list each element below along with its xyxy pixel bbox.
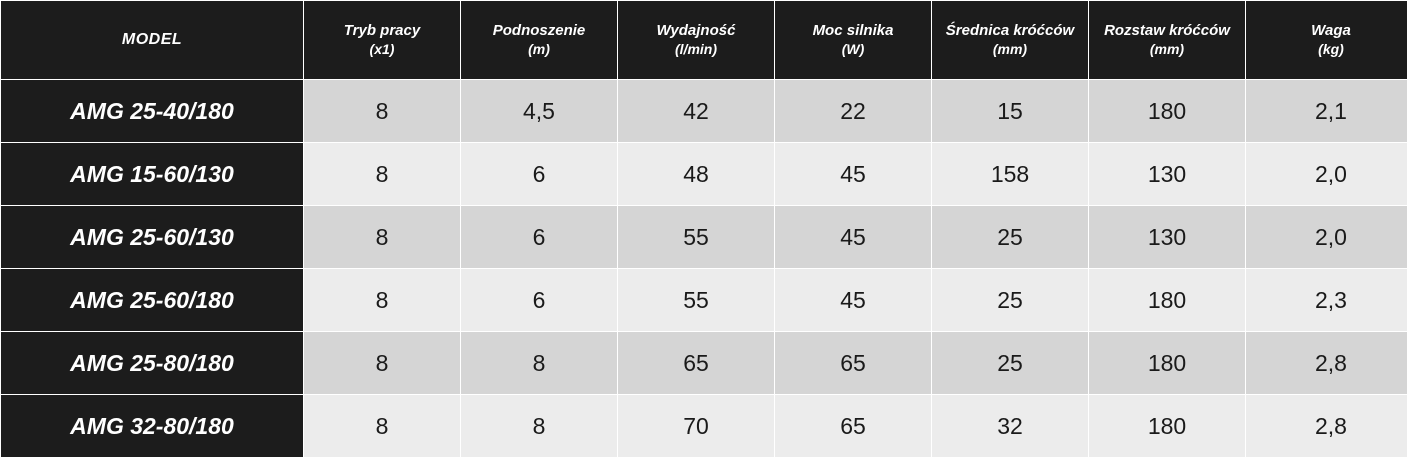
cell-wydajnosc: 48: [618, 143, 775, 206]
column-header-moc-silnika-unit: (W): [775, 41, 931, 59]
column-header-wydajnosc-label: Wydajność: [657, 22, 736, 39]
column-header-srednica-kroccow-label: Średnica króćców: [946, 22, 1074, 39]
column-header-model: [1, 1, 304, 80]
table-row: [1, 206, 1407, 269]
cell-srednica-kroccow: 158: [932, 143, 1089, 206]
row-model: AMG 25-60/180: [1, 269, 304, 332]
cell-srednica-kroccow: 25: [932, 269, 1089, 332]
column-header-tryb-pracy-label: Tryb pracy: [344, 22, 420, 39]
table-row: [1, 395, 1407, 458]
cell-wydajnosc: 55: [618, 206, 775, 269]
column-header-moc-silnika-label: Moc silnika: [813, 22, 894, 39]
column-header-waga-unit: (kg): [1246, 41, 1407, 59]
row-model: AMG 25-60/130: [1, 206, 304, 269]
table-header: [1, 1, 1407, 80]
row-model: AMG 25-80/180: [1, 332, 304, 395]
cell-tryb-pracy: 8: [304, 332, 461, 395]
cell-rozstaw-kroccow: 180: [1089, 332, 1246, 395]
cell-waga: 2,1: [1246, 80, 1407, 143]
cell-moc-silnika: 65: [775, 395, 932, 458]
table-row: [1, 80, 1407, 143]
cell-tryb-pracy: 8: [304, 395, 461, 458]
cell-wydajnosc: 65: [618, 332, 775, 395]
column-header-srednica-kroccow: [932, 1, 1089, 80]
cell-srednica-kroccow: 32: [932, 395, 1089, 458]
column-header-podnoszenie-unit: (m): [461, 41, 617, 59]
cell-moc-silnika: 45: [775, 206, 932, 269]
column-header-wydajnosc-unit: (l/min): [618, 41, 774, 59]
cell-tryb-pracy: 8: [304, 143, 461, 206]
column-header-waga-label: Waga: [1311, 22, 1351, 39]
cell-rozstaw-kroccow: 180: [1089, 395, 1246, 458]
cell-wydajnosc: 70: [618, 395, 775, 458]
cell-podnoszenie: 4,5: [461, 80, 618, 143]
column-header-tryb-pracy: [304, 1, 461, 80]
cell-rozstaw-kroccow: 130: [1089, 143, 1246, 206]
cell-rozstaw-kroccow: 130: [1089, 206, 1246, 269]
cell-wydajnosc: 42: [618, 80, 775, 143]
cell-waga: 2,8: [1246, 395, 1407, 458]
table-body: [1, 80, 1407, 458]
cell-podnoszenie: 8: [461, 395, 618, 458]
cell-tryb-pracy: 8: [304, 80, 461, 143]
cell-waga: 2,0: [1246, 206, 1407, 269]
cell-podnoszenie: 6: [461, 269, 618, 332]
cell-podnoszenie: 6: [461, 143, 618, 206]
table-row: [1, 332, 1407, 395]
column-header-model-label: MODEL: [122, 31, 182, 48]
cell-srednica-kroccow: 25: [932, 332, 1089, 395]
cell-rozstaw-kroccow: 180: [1089, 269, 1246, 332]
column-header-wydajnosc: [618, 1, 775, 80]
cell-waga: 2,8: [1246, 332, 1407, 395]
cell-srednica-kroccow: 25: [932, 206, 1089, 269]
cell-podnoszenie: 6: [461, 206, 618, 269]
cell-wydajnosc: 55: [618, 269, 775, 332]
cell-tryb-pracy: 8: [304, 206, 461, 269]
column-header-moc-silnika: [775, 1, 932, 80]
column-header-rozstaw-kroccow: [1089, 1, 1246, 80]
cell-moc-silnika: 45: [775, 269, 932, 332]
cell-moc-silnika: 65: [775, 332, 932, 395]
cell-moc-silnika: 22: [775, 80, 932, 143]
cell-srednica-kroccow: 15: [932, 80, 1089, 143]
column-header-tryb-pracy-unit: (x1): [304, 41, 460, 59]
cell-waga: 2,0: [1246, 143, 1407, 206]
cell-moc-silnika: 45: [775, 143, 932, 206]
cell-waga: 2,3: [1246, 269, 1407, 332]
table-row: [1, 269, 1407, 332]
cell-tryb-pracy: 8: [304, 269, 461, 332]
column-header-rozstaw-kroccow-label: Rozstaw króćców: [1104, 22, 1230, 39]
row-model: AMG 32-80/180: [1, 395, 304, 458]
column-header-srednica-kroccow-unit: (mm): [932, 41, 1088, 59]
cell-rozstaw-kroccow: 180: [1089, 80, 1246, 143]
column-header-podnoszenie: [461, 1, 618, 80]
row-model: AMG 25-40/180: [1, 80, 304, 143]
row-model: AMG 15-60/130: [1, 143, 304, 206]
cell-podnoszenie: 8: [461, 332, 618, 395]
table-row: [1, 143, 1407, 206]
header-row: [1, 1, 1407, 80]
column-header-waga: [1246, 1, 1407, 80]
column-header-podnoszenie-label: Podnoszenie: [493, 22, 586, 39]
column-header-rozstaw-kroccow-unit: (mm): [1089, 41, 1245, 59]
